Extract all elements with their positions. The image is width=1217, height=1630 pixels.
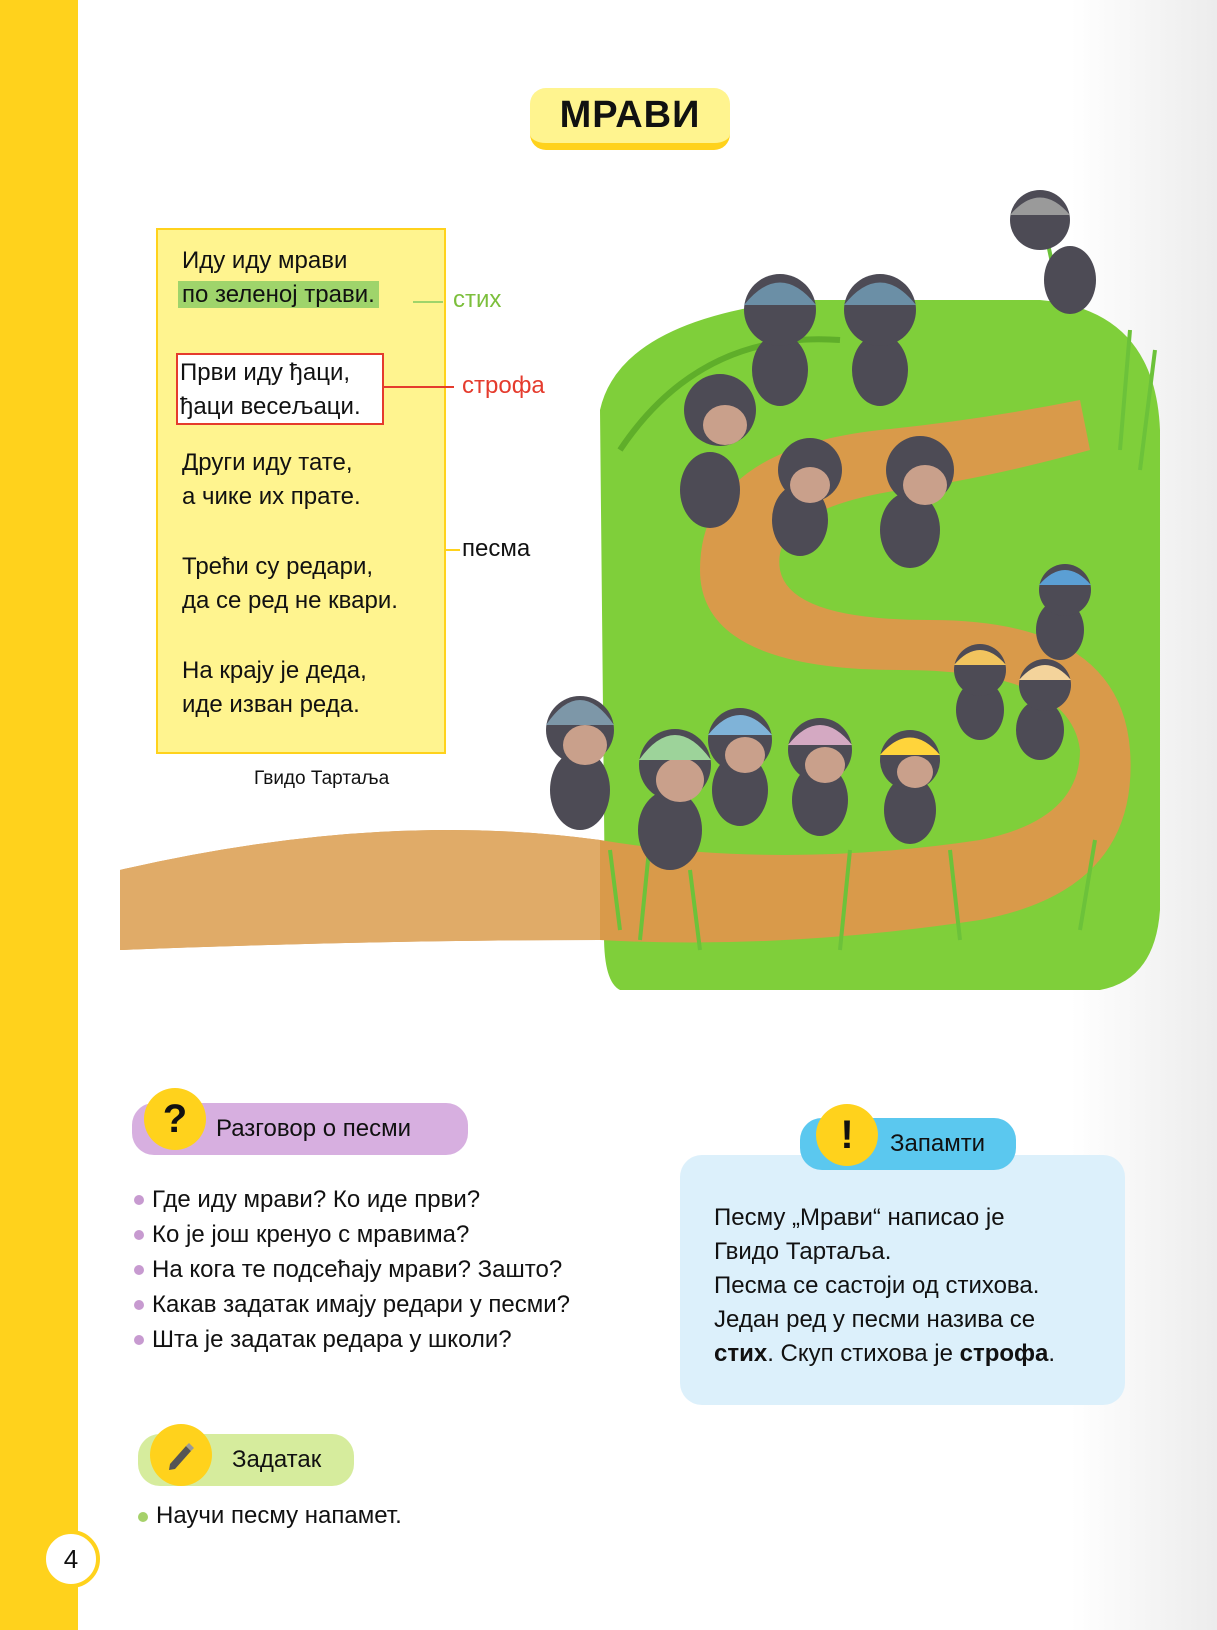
poem-line: Други иду тате, (182, 449, 353, 476)
list-item: Ко је још кренуо с мравима? (132, 1217, 570, 1252)
list-item: Научи песму напамет. (136, 1502, 402, 1530)
poem-line: На крају је деда, (182, 657, 367, 684)
remember-line-definitions: стих. Скуп стихова је строфа. (714, 1340, 1056, 1367)
verse-callout-line (413, 301, 443, 303)
poem-line: ђаци весељаци. (180, 393, 361, 420)
pencil-icon (150, 1424, 212, 1486)
yellow-side-bar (0, 0, 78, 1630)
remember-line: Песма се састоји од стихова. (714, 1272, 1040, 1299)
page-title: МРАВИ (530, 88, 730, 150)
list-item: Какав задатак имају редари у песми? (132, 1287, 570, 1322)
remember-box (680, 1155, 1125, 1405)
poem-line: да се ред не квари. (182, 587, 398, 614)
poem-line: Трећи су редари, (182, 553, 374, 580)
poem-label: песма (462, 535, 531, 562)
poem-line: Први иду ђаци, (180, 359, 351, 386)
list-item: На кога те подсећају мрави? Зашто? (132, 1252, 570, 1287)
remember-line: Песму „Мрави“ написао је (714, 1204, 1005, 1231)
poem-line: Иду иду мрави (182, 247, 348, 274)
verse-example-line (182, 278, 379, 312)
verse-label: стих (453, 286, 502, 313)
remember-line: Један ред у песми назива се (714, 1306, 1036, 1333)
stanza-label: строфа (462, 372, 545, 399)
poem-author: Гвидо Тартаља (254, 768, 390, 789)
remember-line: Гвидо Тартаља. (714, 1238, 892, 1265)
poem-line: иде изван реда. (182, 691, 360, 718)
task-title: Задатак (232, 1446, 322, 1473)
poem-line: а чике их прате. (182, 483, 361, 510)
list-item: Шта је задатак редара у школи? (132, 1322, 570, 1357)
verse-highlight: по зеленој трави. (178, 281, 379, 308)
discussion-questions (132, 1182, 570, 1357)
remember-title: Запамти (890, 1130, 986, 1157)
exclamation-icon: ! (816, 1104, 878, 1166)
page-number: 4 (42, 1530, 100, 1588)
poem-box (156, 228, 446, 754)
list-item: Где иду мрави? Ко иде први? (132, 1182, 570, 1217)
stanza-callout-line (384, 386, 454, 388)
poem-callout-line (446, 549, 460, 551)
question-icon: ? (144, 1088, 206, 1150)
discussion-title: Разговор о песми (216, 1115, 411, 1142)
